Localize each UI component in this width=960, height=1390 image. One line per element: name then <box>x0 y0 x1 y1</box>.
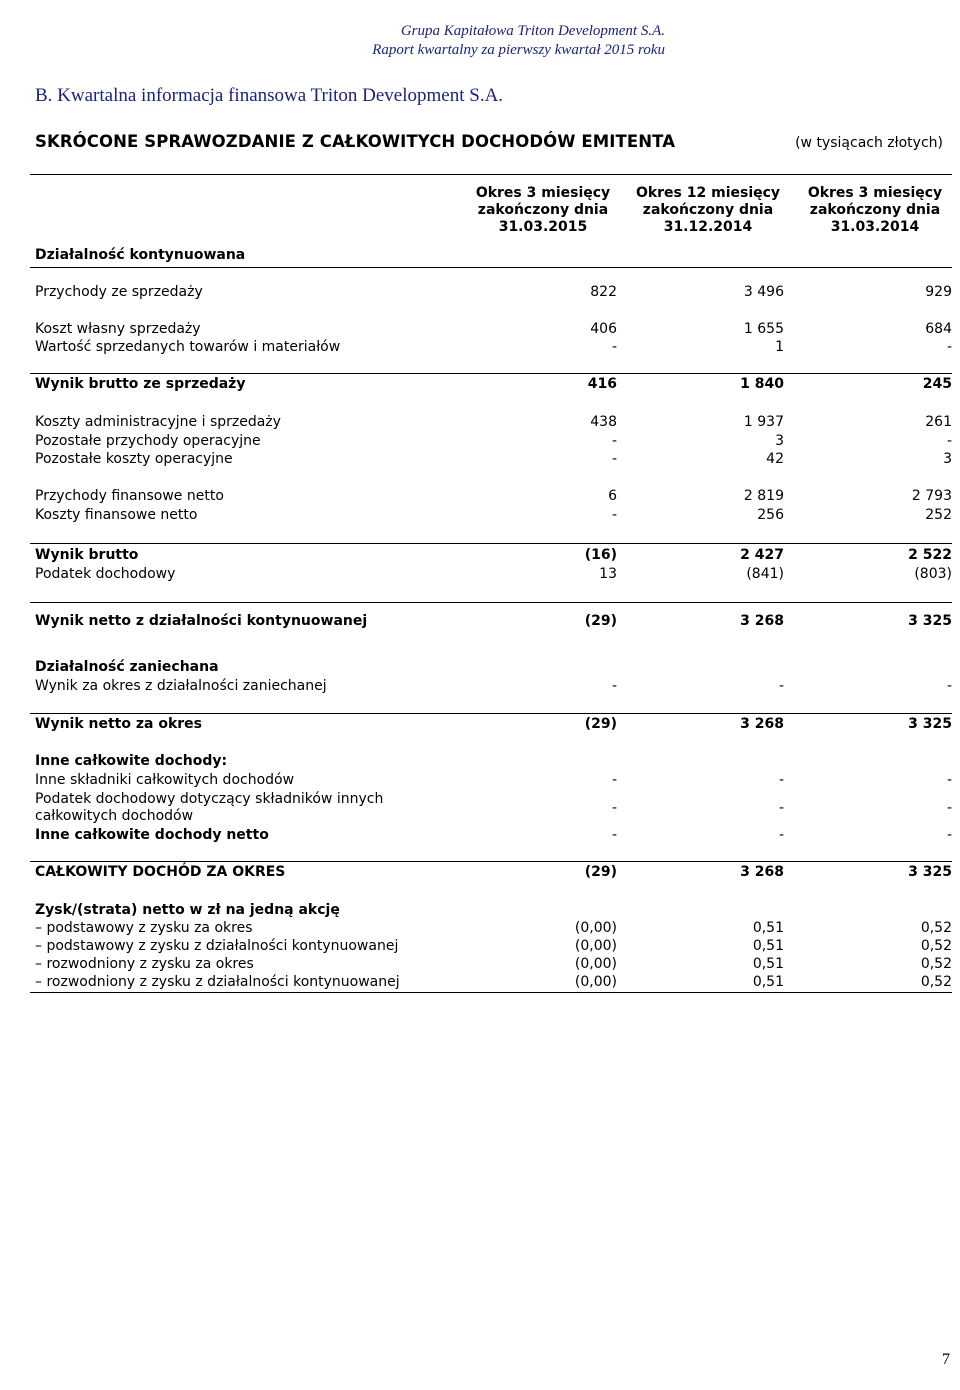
row-finance-costs: Koszty finansowe netto - 256 252 <box>35 507 952 523</box>
row-oci-components: Inne składniki całkowitych dochodów - - - <box>35 772 952 788</box>
row-finance-income: Przychody finansowe netto 6 2 819 2 793 <box>35 488 952 504</box>
row-profit-before-tax: Wynik brutto (16) 2 427 2 522 <box>35 547 952 563</box>
row-income-tax: Podatek dochodowy 13 (841) (803) <box>35 566 952 582</box>
row-eps-basic: – podstawowy z zysku za okres (0,00) 0,51 0,52 <box>35 920 952 936</box>
table-bottom-rule <box>30 992 952 993</box>
row-cost-of-sales: Koszt własny sprzedaży 406 1 655 684 <box>35 321 952 337</box>
statement-title: SKRÓCONE SPRAWOZDANIE Z CAŁKOWITYCH DOCHODÓW EMITENTA <box>35 132 676 151</box>
row-total-comprehensive-income: CAŁKOWITY DOCHÓD ZA OKRES (29) 3 268 3 325 <box>35 864 952 880</box>
rule <box>30 861 952 862</box>
row-oci-net: Inne całkowite dochody netto - - - <box>35 827 952 843</box>
row-other-operating-costs: Pozostałe koszty operacyjne - 42 3 <box>35 451 952 467</box>
column-header-q1-2014: Okres 3 miesięcy zakończony dnia 31.03.2014 <box>807 185 943 235</box>
page-number: 7 <box>942 1351 950 1368</box>
row-other-operating-income: Pozostałe przychody operacyjne - 3 - <box>35 433 952 449</box>
rule <box>30 602 952 603</box>
table-top-rule <box>30 174 952 175</box>
row-discontinued-result: Wynik za okres z działalności zaniechanej - - - <box>35 678 952 694</box>
page-header <box>300 22 665 60</box>
row-oci-tax: Podatek dochodowy dotyczący składników innych całkowitych dochodów - - - <box>35 791 952 824</box>
row-gross-profit: Wynik brutto ze sprzedaży 416 1 840 245 <box>35 376 952 392</box>
header-company: Grupa Kapitałowa Triton Development S.A. <box>400 23 665 39</box>
row-eps-basic-continuing: – podstawowy z zysku z działalności kontynuowanej (0,00) 0,51 0,52 <box>35 938 952 954</box>
rule <box>30 713 952 714</box>
row-net-result: Wynik netto za okres (29) 3 268 3 325 <box>35 716 952 732</box>
header-rule <box>30 267 952 268</box>
row-discontinued-header: Działalność zaniechana <box>35 659 219 675</box>
header-report: Raport kwartalny za pierwszy kwartał 2015 roku <box>372 42 665 58</box>
row-eps-diluted-continuing: – rozwodniony z zysku z działalności kontynuowanej (0,00) 0,51 0,52 <box>35 974 952 990</box>
column-header-q1-2015: Okres 3 miesięcy zakończony dnia 31.03.2015 <box>475 185 611 235</box>
row-eps-diluted: – rozwodniony z zysku za okres (0,00) 0,51 0,52 <box>35 956 952 972</box>
unit-label: (w tysiącach złotych) <box>795 135 943 151</box>
section-title: B. Kwartalna informacja finansowa Triton Development S.A. <box>35 85 504 106</box>
rule <box>30 543 952 544</box>
column-header-fy-2014: Okres 12 miesięcy zakończony dnia 31.12.2014 <box>635 185 781 235</box>
row-net-continuing: Wynik netto z działalności kontynuowanej (29) 3 268 3 325 <box>35 613 952 629</box>
row-oci-header: Inne całkowite dochody: <box>35 753 228 769</box>
row-admin-costs: Koszty administracyjne i sprzedaży 438 1 937 261 <box>35 414 952 430</box>
row-goods-sold: Wartość sprzedanych towarów i materiałów - 1 - <box>35 339 952 355</box>
continuing-operations-label: Działalność kontynuowana <box>35 247 246 263</box>
row-eps-header: Zysk/(strata) netto w zł na jedną akcję <box>35 902 340 918</box>
rule <box>30 373 952 374</box>
row-revenue: Przychody ze sprzedaży 822 3 496 929 <box>35 284 952 300</box>
